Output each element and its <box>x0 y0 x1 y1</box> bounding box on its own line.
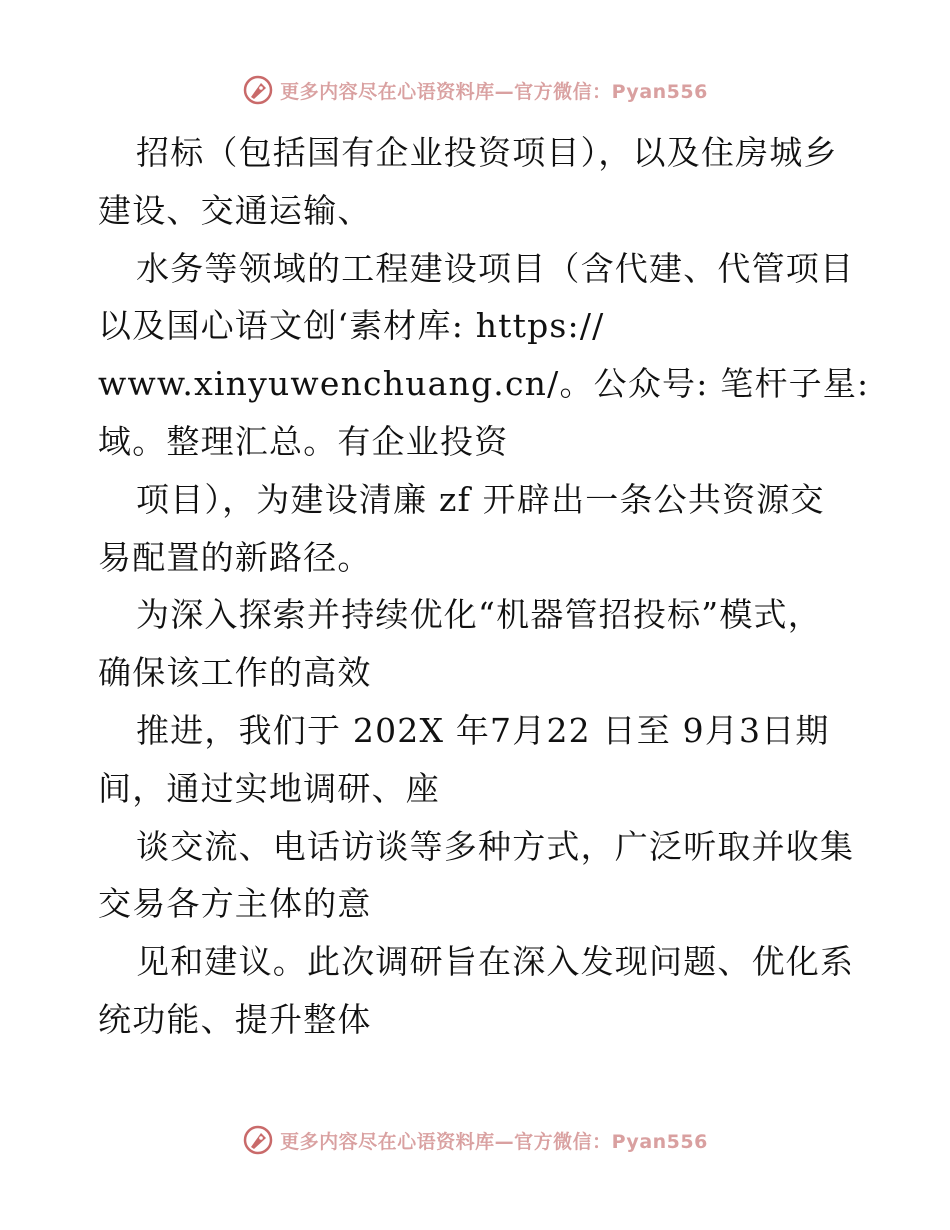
header-watermark <box>0 70 950 110</box>
pen-nib-logo-icon <box>242 1124 274 1156</box>
text-line: 确保该工作的高效 <box>98 653 372 693</box>
document-body <box>98 124 870 1049</box>
text-line: 谈交流、电话访谈等多种方式，广泛听取并收集 <box>136 826 855 866</box>
text-line: 招标（包括国有企业投资项目），以及住房城乡 <box>136 133 838 172</box>
pen-nib-logo-icon <box>242 74 274 106</box>
text-line: 为深入探索并持续优化“机器管招投标”模式， <box>136 595 822 635</box>
footer-watermark <box>0 1120 950 1160</box>
watermark-text: 更多内容尽在心语资料库—官方微信：Pyan556 <box>280 1130 708 1153</box>
text-line: 统功能、提升整体 <box>98 999 372 1039</box>
text-line: 交易各方主体的意 <box>98 884 372 924</box>
text-line: 以及国心语文创‘素材库: https:// <box>98 306 605 346</box>
text-line: 建设、交通运输、 <box>98 190 372 230</box>
text-line: 见和建议。此次调研旨在深入发现问题、优化系 <box>136 942 855 982</box>
text-line: www.xinyuwenchuang.cn/。公众号: 笔杆子星: <box>98 364 870 404</box>
watermark-text: 更多内容尽在心语资料库—官方微信：Pyan556 <box>280 80 708 103</box>
text-line: 项目），为建设清廉 zf 开辟出一条公共资源交 <box>136 479 825 519</box>
text-line: 水务等领域的工程建设项目（含代建、代管项目 <box>136 248 855 288</box>
text-line: 间，通过实地调研、座 <box>98 768 440 808</box>
text-line: 域。整理汇总。有企业投资 <box>98 421 509 461</box>
text-line: 推进，我们于 202X 年7月22 日至 9月3日期 <box>136 710 830 750</box>
text-line: 易配置的新路径。 <box>98 537 372 577</box>
